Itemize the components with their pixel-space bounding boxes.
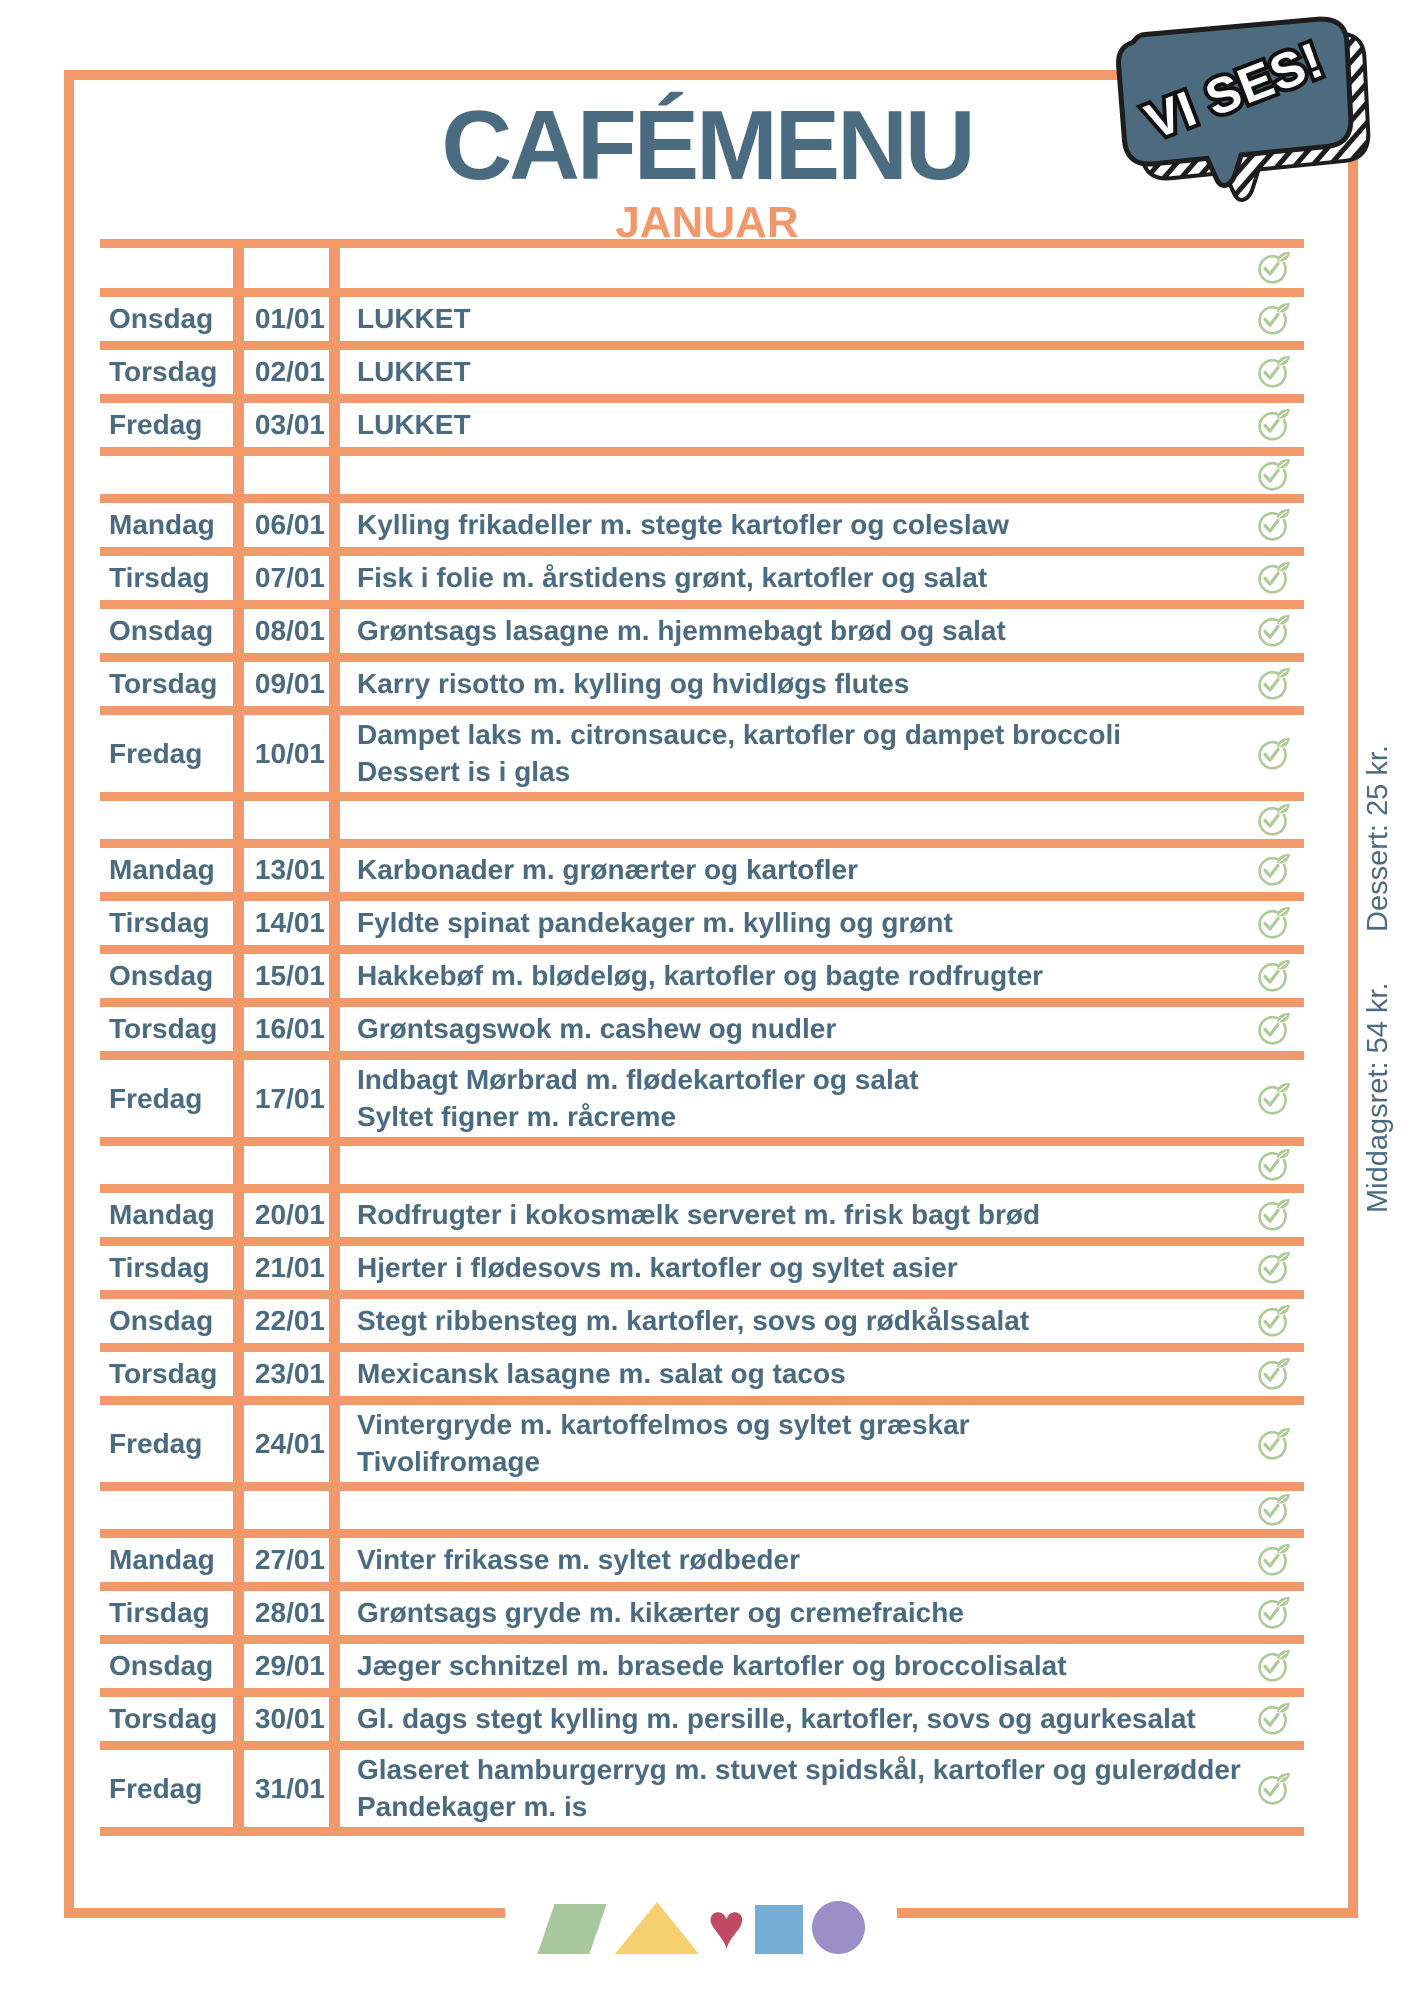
date-cell: 22/01 bbox=[254, 1305, 325, 1336]
menu-row bbox=[100, 1146, 1304, 1193]
vegetarian-icon bbox=[1253, 249, 1291, 287]
menu-row bbox=[100, 1491, 1304, 1538]
menu-row bbox=[100, 556, 1304, 609]
menu-row bbox=[100, 801, 1304, 848]
menu-row bbox=[100, 1644, 1304, 1697]
menu-row bbox=[100, 901, 1304, 954]
menu-cell: Karry risotto m. kylling og hvidløgs flutes bbox=[357, 667, 910, 699]
date-cell: 29/01 bbox=[254, 1650, 325, 1681]
month-subtitle: JANUAR bbox=[615, 198, 799, 247]
day-cell: Mandag bbox=[109, 1544, 215, 1575]
vegetarian-icon bbox=[1253, 559, 1291, 597]
parallelogram-green-shape bbox=[537, 1904, 606, 1954]
vegetarian-icon bbox=[1253, 1594, 1291, 1632]
vegetarian-icon bbox=[1253, 1647, 1291, 1685]
vegetarian-icon bbox=[1253, 904, 1291, 942]
date-cell: 03/01 bbox=[254, 409, 325, 440]
dessert-price: Dessert: 25 kr. bbox=[1362, 745, 1394, 933]
menu-row bbox=[100, 1591, 1304, 1644]
date-cell: 01/01 bbox=[254, 303, 325, 334]
day-cell: Fredag bbox=[109, 409, 203, 440]
badge-text: VI SES! bbox=[1138, 31, 1331, 150]
menu-cell: Fisk i folie m. årstidens grønt, kartofler og salat bbox=[357, 561, 988, 593]
circle-purple-shape bbox=[812, 1901, 865, 1954]
date-cell: 24/01 bbox=[254, 1427, 325, 1459]
menu-cell: Indbagt Mørbrad m. flødekartofler og salat Syltet figner m. råcreme bbox=[357, 1063, 919, 1132]
vegetarian-icon bbox=[1253, 506, 1291, 544]
menu-cell: Fyldte spinat pandekager m. kylling og grønt bbox=[357, 906, 953, 938]
heart-red-shape: ♥ bbox=[707, 1890, 746, 1962]
date-cell: 15/01 bbox=[254, 960, 325, 991]
date-cell: 17/01 bbox=[254, 1082, 325, 1114]
vegetarian-icon bbox=[1253, 1196, 1291, 1234]
date-cell: 08/01 bbox=[254, 615, 325, 646]
date-cell: 14/01 bbox=[254, 907, 325, 938]
vegetarian-icon bbox=[1253, 1080, 1291, 1118]
menu-cell: Hakkebøf m. blødeløg, kartofler og bagte rodfrugter bbox=[357, 959, 1044, 991]
vegetarian-icon bbox=[1253, 957, 1291, 995]
triangle-yellow-shape bbox=[615, 1902, 699, 1954]
vegetarian-icon bbox=[1253, 1770, 1291, 1808]
day-cell: Torsdag bbox=[109, 1358, 218, 1389]
menu-cell: Dampet laks m. citronsauce, kartofler og dampet broccoli Dessert is i glas bbox=[357, 718, 1121, 787]
date-cell: 13/01 bbox=[254, 854, 325, 885]
menu-row bbox=[100, 456, 1304, 503]
vi-ses-badge bbox=[1104, 4, 1396, 240]
menu-row bbox=[100, 248, 1304, 297]
menu-row bbox=[100, 1246, 1304, 1299]
menu-cell: Grøntsags gryde m. kikærter og cremefraiche bbox=[357, 1596, 964, 1628]
day-cell: Torsdag bbox=[109, 356, 218, 387]
menu-row bbox=[100, 609, 1304, 662]
vegetarian-icon bbox=[1253, 735, 1291, 773]
day-cell: Tirsdag bbox=[109, 907, 210, 938]
menu-row bbox=[100, 1697, 1304, 1750]
dinner-price: Middagsret: 54 kr. bbox=[1362, 982, 1394, 1213]
date-cell: 23/01 bbox=[254, 1358, 325, 1389]
menu-row bbox=[100, 1299, 1304, 1352]
vegetarian-icon bbox=[1253, 1491, 1291, 1529]
day-cell: Fredag bbox=[109, 1082, 203, 1114]
prices-sidebar bbox=[1362, 745, 1395, 1213]
vegetarian-icon bbox=[1253, 1249, 1291, 1287]
menu-cell: Grøntsagswok m. cashew og nudler bbox=[357, 1012, 837, 1044]
menu-cell: Glaseret hamburgerryg m. stuvet spidskål, kartofler og gulerødder Pandekager m. is bbox=[357, 1753, 1241, 1822]
page-title: CAFÉMENU bbox=[441, 90, 973, 200]
footer-shapes bbox=[505, 1888, 897, 1962]
day-cell: Onsdag bbox=[109, 1650, 214, 1681]
vegetarian-icon bbox=[1253, 1302, 1291, 1340]
day-cell: Torsdag bbox=[109, 1013, 218, 1044]
menu-cell: Kylling frikadeller m. stegte kartofler og coleslaw bbox=[357, 508, 1009, 540]
menu-cell: Rodfrugter i kokosmælk serveret m. frisk bagt brød bbox=[357, 1198, 1041, 1230]
day-cell: Onsdag bbox=[109, 303, 214, 334]
vegetarian-icon bbox=[1253, 1541, 1291, 1579]
menu-cell: Grøntsags lasagne m. hjemmebagt brød og salat bbox=[357, 614, 1006, 646]
date-cell: 10/01 bbox=[254, 737, 325, 769]
day-cell: Mandag bbox=[109, 854, 215, 885]
day-cell: Tirsdag bbox=[109, 1597, 210, 1628]
menu-row bbox=[100, 403, 1304, 456]
menu-cell: Mexicansk lasagne m. salat og tacos bbox=[357, 1357, 846, 1389]
day-cell: Onsdag bbox=[109, 615, 214, 646]
date-cell: 31/01 bbox=[254, 1772, 325, 1804]
menu-cell: Hjerter i flødesovs m. kartofler og syltet asier bbox=[357, 1251, 958, 1283]
menu-cell: Stegt ribbensteg m. kartofler, sovs og rødkålssalat bbox=[357, 1304, 1030, 1336]
day-cell: Torsdag bbox=[109, 668, 218, 699]
vegetarian-icon bbox=[1253, 851, 1291, 889]
menu-row bbox=[100, 715, 1304, 801]
vegetarian-icon bbox=[1253, 1146, 1291, 1184]
menu-cell: Karbonader m. grønærter og kartofler bbox=[357, 853, 858, 885]
vegetarian-icon bbox=[1253, 1355, 1291, 1393]
vegetarian-icon bbox=[1253, 1700, 1291, 1738]
date-cell: 21/01 bbox=[254, 1252, 325, 1283]
menu-row bbox=[100, 350, 1304, 403]
menu-cell: LUKKET bbox=[357, 355, 471, 387]
menu-cell: Vintergryde m. kartoffelmos og syltet græskar Tivolifromage bbox=[357, 1408, 970, 1477]
vegetarian-icon bbox=[1253, 1010, 1291, 1048]
menu-cell: Jæger schnitzel m. brasede kartofler og broccolisalat bbox=[357, 1649, 1067, 1681]
vegetarian-icon bbox=[1253, 353, 1291, 391]
day-cell: Tirsdag bbox=[109, 562, 210, 593]
day-cell: Fredag bbox=[109, 737, 203, 769]
date-cell: 16/01 bbox=[254, 1013, 325, 1044]
date-cell: 02/01 bbox=[254, 356, 325, 387]
date-cell: 09/01 bbox=[254, 668, 325, 699]
menu-row bbox=[100, 1405, 1304, 1491]
menu-row bbox=[100, 503, 1304, 556]
day-cell: Tirsdag bbox=[109, 1252, 210, 1283]
vegetarian-icon bbox=[1253, 456, 1291, 494]
menu-row bbox=[100, 954, 1304, 1007]
date-cell: 06/01 bbox=[254, 509, 325, 540]
menu-row bbox=[100, 848, 1304, 901]
menu-cell: Gl. dags stegt kylling m. persille, kartofler, sovs og agurkesalat bbox=[357, 1702, 1196, 1734]
vegetarian-icon bbox=[1253, 665, 1291, 703]
menu-cell: LUKKET bbox=[357, 302, 471, 334]
date-cell: 27/01 bbox=[254, 1544, 325, 1575]
day-cell: Mandag bbox=[109, 509, 215, 540]
vegetarian-icon bbox=[1253, 612, 1291, 650]
menu-table bbox=[100, 239, 1304, 1836]
day-cell: Onsdag bbox=[109, 1305, 214, 1336]
date-cell: 07/01 bbox=[254, 562, 325, 593]
menu-cell: Vinter frikasse m. syltet rødbeder bbox=[357, 1543, 800, 1575]
day-cell: Torsdag bbox=[109, 1703, 218, 1734]
menu-row bbox=[100, 1060, 1304, 1146]
day-cell: Onsdag bbox=[109, 960, 214, 991]
vegetarian-icon bbox=[1253, 300, 1291, 338]
square-blue-shape bbox=[755, 1905, 803, 1954]
date-cell: 30/01 bbox=[254, 1703, 325, 1734]
menu-cell: LUKKET bbox=[357, 408, 471, 440]
day-cell: Mandag bbox=[109, 1199, 215, 1230]
menu-row bbox=[100, 1007, 1304, 1060]
menu-row bbox=[100, 1193, 1304, 1246]
menu-row bbox=[100, 1538, 1304, 1591]
menu-row bbox=[100, 662, 1304, 715]
vegetarian-icon bbox=[1253, 406, 1291, 444]
menu-row bbox=[100, 1352, 1304, 1405]
vegetarian-icon bbox=[1253, 801, 1291, 839]
menu-row bbox=[100, 297, 1304, 350]
day-cell: Fredag bbox=[109, 1427, 203, 1459]
date-cell: 20/01 bbox=[254, 1199, 325, 1230]
date-cell: 28/01 bbox=[254, 1597, 325, 1628]
day-cell: Fredag bbox=[109, 1772, 203, 1804]
vegetarian-icon bbox=[1253, 1425, 1291, 1463]
menu-row bbox=[100, 1750, 1304, 1836]
